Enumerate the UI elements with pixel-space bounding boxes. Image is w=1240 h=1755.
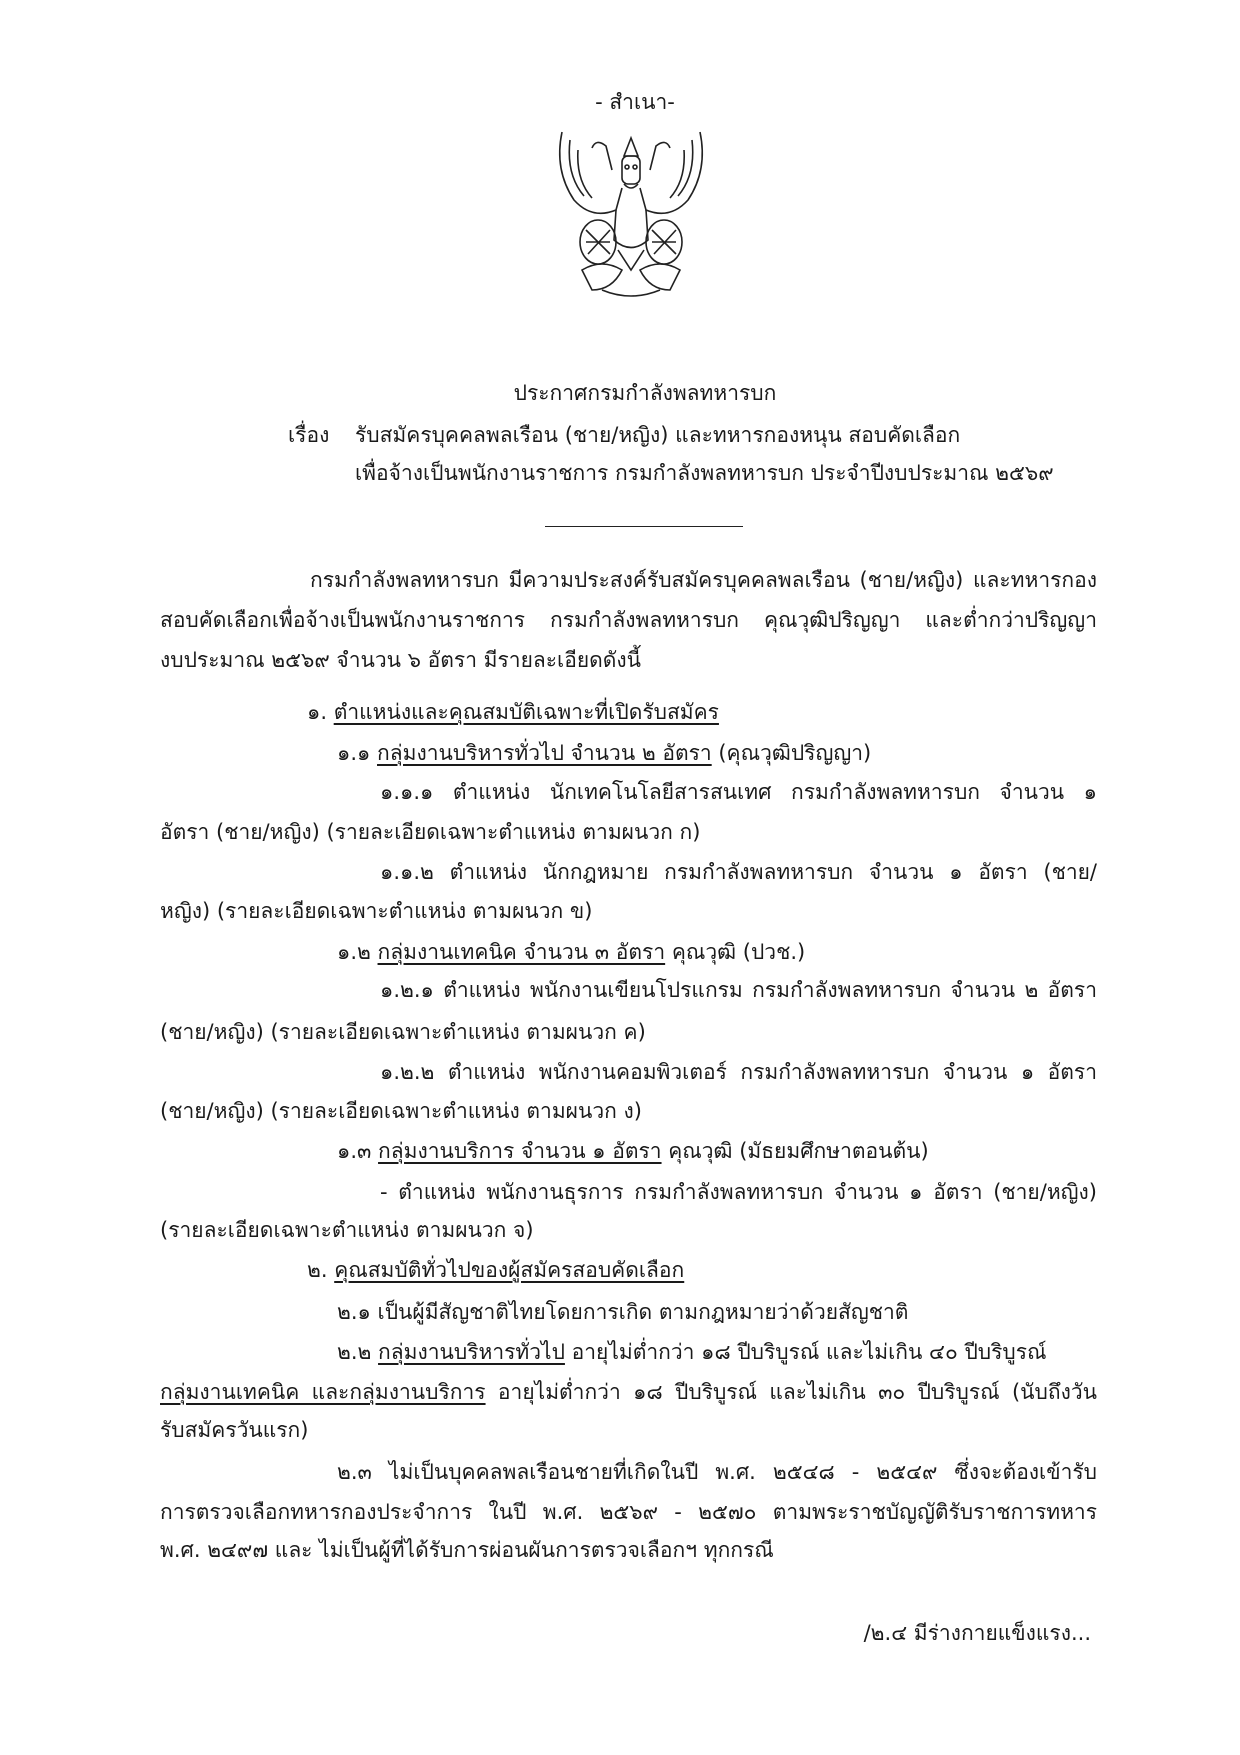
body-line xyxy=(307,692,719,732)
body-line xyxy=(160,1492,1097,1532)
body-line xyxy=(160,600,1097,640)
body-line xyxy=(160,1530,774,1570)
body-line xyxy=(337,1332,1046,1372)
underlined-heading-text: กลุ่มงานบริการ จำนวน ๑ อัตรา xyxy=(378,1139,662,1163)
body-text: การตรวจเลือกทหารกองประจำการ ในปี พ.ศ. ๒๕๖๙ - ๒๕๗๐ ตามพระราชบัญญัติรับราชการทหาร xyxy=(160,1500,1097,1524)
body-text: ๑. xyxy=(307,700,334,724)
body-text: (รายละเอียดเฉพาะตำแหน่ง ตามผนวก จ) xyxy=(160,1218,534,1242)
body-text: ๑.๒ xyxy=(337,940,378,964)
body-text: (ชาย/หญิง) (รายละเอียดเฉพาะตำแหน่ง ตามผนวก ค) xyxy=(160,1020,646,1044)
body-text: สอบคัดเลือกเพื่อจ้างเป็นพนักงานราชการ กรมกำลังพลทหารบก คุณวุฒิปริญญา และต่ำกว่าปริญญา xyxy=(160,608,1097,632)
underlined-heading-text: กลุ่มงานเทคนิค จำนวน ๓ อัตรา xyxy=(377,940,666,964)
body-line xyxy=(380,852,1097,892)
body-text: ๒.๑ เป็นผู้มีสัญชาติไทยโดยการเกิด ตามกฎหมายว่าด้วยสัญชาติ xyxy=(337,1300,909,1324)
body-line xyxy=(380,1172,1097,1212)
title-divider xyxy=(545,526,743,527)
body-text: รับสมัครวันแรก) xyxy=(160,1418,309,1442)
body-line xyxy=(160,1012,646,1052)
body-text: กรมกำลังพลทหารบก มีความประสงค์รับสมัครบุคคลพลเรือน (ชาย/หญิง) และทหารกอง xyxy=(310,568,1097,592)
body-text: คุณวุฒิ (มัธยมศึกษาตอนต้น) xyxy=(661,1139,929,1163)
body-line xyxy=(337,932,805,972)
body-text: ๑.๑.๑ ตำแหน่ง นักเทคโนโลยีสารสนเทศ กรมกำลังพลทหารบก จำนวน ๑ xyxy=(380,780,1097,804)
subject-label: เรื่อง xyxy=(288,423,330,447)
underlined-heading-text: คุณสมบัติทั่วไปของผู้สมัครสอบคัดเลือก xyxy=(334,1258,685,1282)
body-line xyxy=(307,1250,684,1290)
body-line xyxy=(160,1372,1097,1412)
body-line xyxy=(310,560,1097,600)
body-line xyxy=(337,733,871,773)
continuation-note: /๒.๔ มีร่างกายแข็งแรง... xyxy=(863,1621,1091,1645)
body-line xyxy=(160,1210,534,1250)
body-text: ๒.๓ ไม่เป็นบุคคลพลเรือนชายที่เกิดในปี พ.ศ. ๒๕๔๘ - ๒๕๔๙ ซึ่งจะต้องเข้ารับ xyxy=(337,1460,1097,1484)
body-text: - ตำแหน่ง พนักงานธุรการ กรมกำลังพลทหารบก จำนวน ๑ อัตรา (ชาย/หญิง) xyxy=(380,1180,1097,1204)
body-text: หญิง) (รายละเอียดเฉพาะตำแหน่ง ตามผนวก ข) xyxy=(160,899,593,923)
body-line xyxy=(160,1410,308,1450)
subject-line-2: เพื่อจ้างเป็นพนักงานราชการ กรมกำลังพลทหารบก ประจำปีงบประมาณ ๒๕๖๙ xyxy=(355,461,1054,485)
subject-line-1: รับสมัครบุคคลพลเรือน (ชาย/หญิง) และทหารกองหนุน สอบคัดเลือก xyxy=(355,423,961,447)
body-text: อายุไม่ต่ำกว่า ๑๘ ปีบริบูรณ์ และไม่เกิน ๔๐ ปีบริบูรณ์ xyxy=(564,1340,1047,1364)
page-title: ประกาศกรมกำลังพลทหารบก xyxy=(513,381,777,405)
body-line xyxy=(337,1452,1097,1492)
body-text: ๑.๓ xyxy=(337,1139,379,1163)
body-text: พ.ศ. ๒๔๙๗ และ ไม่เป็นผู้ที่ได้รับการผ่อนผันการตรวจเลือกฯ ทุกกรณี xyxy=(160,1538,774,1562)
body-text: (คุณวุฒิปริญญา) xyxy=(711,741,872,765)
underlined-heading-text: ตำแหน่งและคุณสมบัติเฉพาะที่เปิดรับสมัคร xyxy=(333,700,719,724)
body-text: ๑.๒.๑ ตำแหน่ง พนักงานเขียนโปรแกรม กรมกำลังพลทหารบก จำนวน ๒ อัตรา xyxy=(380,978,1097,1002)
body-text: คุณวุฒิ (ปวช.) xyxy=(665,940,806,964)
body-line xyxy=(380,970,1097,1010)
body-text: ๑.๒.๒ ตำแหน่ง พนักงานคอมพิวเตอร์ กรมกำลังพลทหารบก จำนวน ๑ อัตรา xyxy=(380,1060,1097,1084)
body-text: ๑.๑ xyxy=(337,741,378,765)
body-text: อัตรา (ชาย/หญิง) (รายละเอียดเฉพาะตำแหน่ง ตามผนวก ก) xyxy=(160,820,701,844)
body-line xyxy=(380,772,1097,812)
garuda-emblem-icon xyxy=(552,130,710,302)
body-text: ๑.๑.๒ ตำแหน่ง นักกฎหมาย กรมกำลังพลทหารบก จำนวน ๑ อัตรา (ชาย/ xyxy=(380,860,1097,884)
body-text: อายุไม่ต่ำกว่า ๑๘ ปีบริบูรณ์ และไม่เกิน ๓๐ ปีบริบูรณ์ (นับถึงวัน xyxy=(485,1380,1097,1404)
body-line xyxy=(337,1131,929,1171)
underlined-heading-text: กลุ่มงานบริหารทั่วไป จำนวน ๒ อัตรา xyxy=(377,741,712,765)
body-text: งบประมาณ ๒๕๖๙ จำนวน ๖ อัตรา มีรายละเอียดดังนี้ xyxy=(160,648,642,672)
body-line xyxy=(380,1052,1097,1092)
underlined-heading-text: กลุ่มงานเทคนิค และกลุ่มงานบริการ xyxy=(160,1380,486,1404)
body-text: ๒. xyxy=(307,1258,335,1282)
body-text: ๒.๒ xyxy=(337,1340,379,1364)
body-line xyxy=(337,1292,908,1332)
body-line xyxy=(160,1091,642,1131)
body-line xyxy=(160,812,700,852)
underlined-heading-text: กลุ่มงานบริหารทั่วไป xyxy=(378,1340,565,1364)
body-line xyxy=(160,891,592,931)
body-line xyxy=(160,640,641,680)
body-text: (ชาย/หญิง) (รายละเอียดเฉพาะตำแหน่ง ตามผนวก ง) xyxy=(160,1099,642,1123)
copy-mark: - สำเนา- xyxy=(595,90,675,114)
